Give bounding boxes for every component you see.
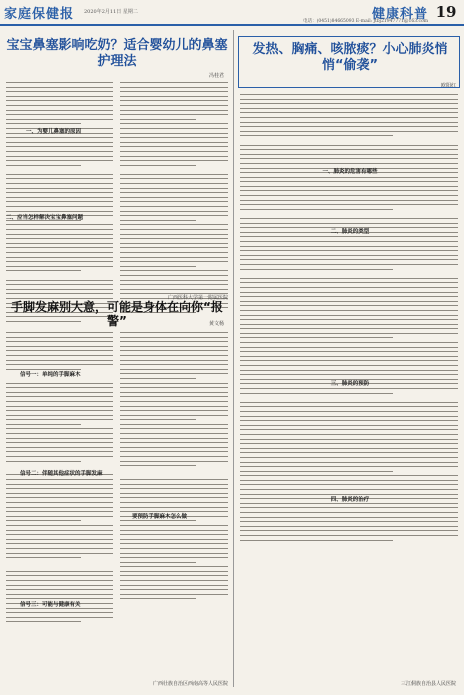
article-2-title: 手脚发麻别大意，可能是身体在向你“报警” [11, 300, 223, 329]
article-1-byline: 冯桂君 [208, 73, 224, 79]
article-3-byline: 欧阳红 [440, 83, 456, 89]
article-1-title: 宝宝鼻塞影响吃奶？适合婴幼儿的鼻塞护理法 [6, 38, 228, 69]
article-2-subhead-4: 要预防手脚麻木怎么做 [132, 514, 188, 520]
article-2-subhead-1: 信号一：单纯的手脚麻木 [20, 372, 81, 378]
article-3-title: 发热、胸痛、咳脓痰？小心肺炎悄悄“偷袭” [252, 42, 448, 73]
article-2-source: 广西壮族自治区西南高等人民医院 [152, 681, 228, 687]
issue-date: 2020年2月11日 星期二 [84, 9, 138, 15]
article-3-text [240, 94, 458, 544]
section-title-right: 健康科普 [371, 7, 428, 22]
contact-line: 电话：(0451)84665093 E-mail: jtbj21947771@163.com [303, 19, 428, 24]
article-1-source: 广西医科大学第一附属医院 [167, 295, 228, 301]
article-3-subhead-3: 三、肺炎的预防 [330, 381, 370, 387]
article-3-source: 三江侗族自治县人民医院 [400, 681, 456, 687]
column-divider [233, 30, 234, 687]
article-3-subhead-1: 一、肺炎的危害有哪些 [322, 169, 378, 175]
article-3-subhead-2: 二、肺炎的类型 [330, 229, 370, 235]
article-2-col-2-text [120, 332, 228, 603]
section-title-left: 家庭保健报 [4, 7, 75, 22]
page-masthead [0, 0, 464, 26]
article-3-subhead-4: 四、肺炎的治疗 [330, 497, 370, 503]
article-3-title-frame [238, 36, 460, 88]
article-2-subhead-2: 信号二：伴随其他症状的手脚发麻 [20, 471, 103, 477]
article-1-col-1-text [6, 82, 113, 325]
article-1-subhead-1: 一、为婴儿鼻塞的原因 [26, 129, 82, 135]
article-1-col-2-text [120, 82, 228, 316]
article-2-subhead-3: 信号三：可能与健康有关 [20, 602, 81, 608]
article-2-byline: 黄文杨 [208, 321, 224, 327]
page-number: 19 [435, 3, 457, 21]
article-1-subhead-2: 二、应当怎样解决宝宝鼻塞问题 [6, 215, 84, 221]
